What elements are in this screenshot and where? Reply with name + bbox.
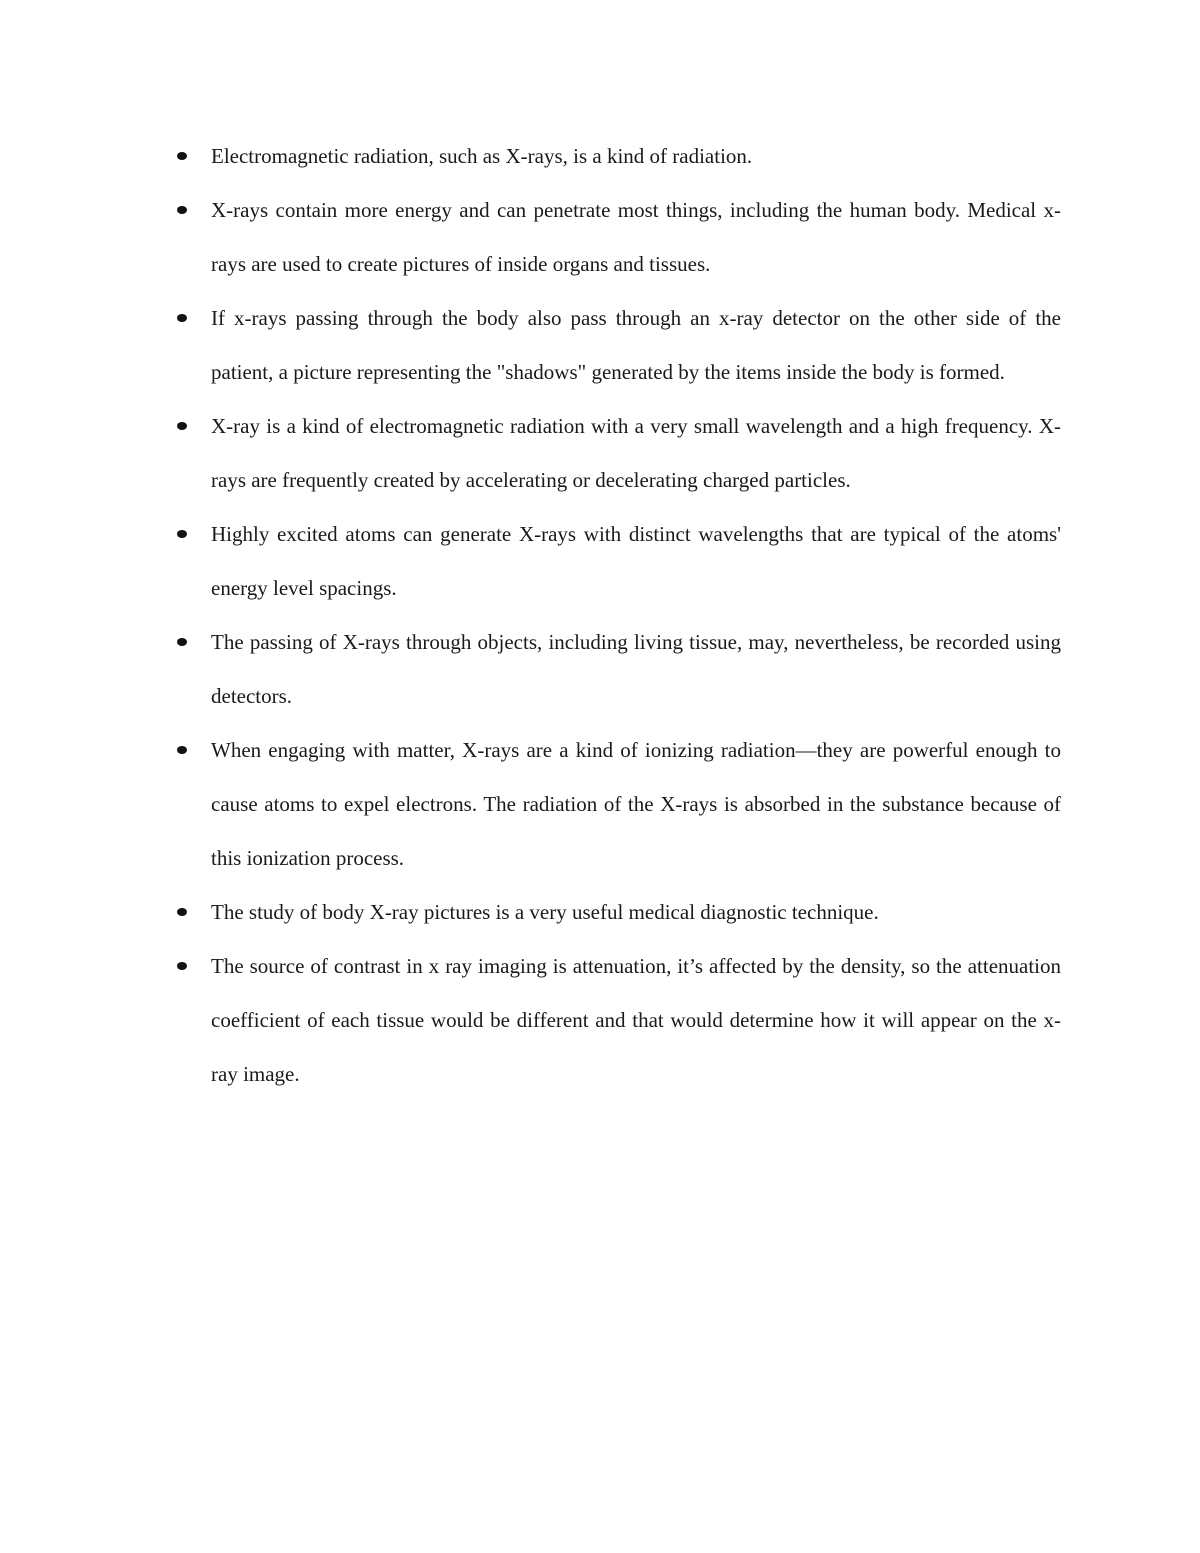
- bullet-item: [171, 615, 1061, 723]
- bullet-icon: [177, 908, 187, 916]
- bullet-text: Highly excited atoms can generate X-rays with distinct wavelengths that are typical of the atoms' energy level spacings.: [211, 522, 1061, 600]
- bullet-icon: [177, 152, 187, 160]
- bullet-icon: [177, 962, 187, 970]
- bullet-text: The source of contrast in x ray imaging is attenuation, it’s affected by the density, so the attenuation coefficient of each tissue would be different and that would determine how it will appear on the x-ray image.: [211, 954, 1061, 1086]
- bullet-icon: [177, 422, 187, 430]
- bullet-item: [171, 399, 1061, 507]
- bullet-icon: [177, 638, 187, 646]
- bullet-text: If x-rays passing through the body also pass through an x-ray detector on the other side of the patient, a picture representing the "shadows" generated by the items inside the body is formed.: [211, 306, 1061, 384]
- bullet-icon: [177, 314, 187, 322]
- bullet-item: [171, 885, 1061, 939]
- bullet-item: [171, 183, 1061, 291]
- bullet-item: [171, 129, 1061, 183]
- bullet-text: The study of body X-ray pictures is a very useful medical diagnostic technique.: [211, 900, 879, 924]
- bullet-text: The passing of X-rays through objects, including living tissue, may, nevertheless, be recorded using detectors.: [211, 630, 1061, 708]
- bullet-text: When engaging with matter, X-rays are a kind of ionizing radiation—they are powerful enough to cause atoms to expel electrons. The radiation of the X-rays is absorbed in the substance because of this ionization process.: [211, 738, 1061, 870]
- bullet-icon: [177, 746, 187, 754]
- bullet-list: [171, 129, 1061, 1101]
- bullet-item: [171, 291, 1061, 399]
- bullet-item: [171, 507, 1061, 615]
- bullet-item: [171, 723, 1061, 885]
- bullet-icon: [177, 530, 187, 538]
- bullet-text: X-rays contain more energy and can penetrate most things, including the human body. Medical x-rays are used to create pictures of inside organs and tissues.: [211, 198, 1061, 276]
- bullet-text: X-ray is a kind of electromagnetic radiation with a very small wavelength and a high frequency. X-rays are frequently created by accelerating or decelerating charged particles.: [211, 414, 1061, 492]
- bullet-item: [171, 939, 1061, 1101]
- bullet-text: Electromagnetic radiation, such as X-rays, is a kind of radiation.: [211, 144, 753, 168]
- bullet-icon: [177, 206, 187, 214]
